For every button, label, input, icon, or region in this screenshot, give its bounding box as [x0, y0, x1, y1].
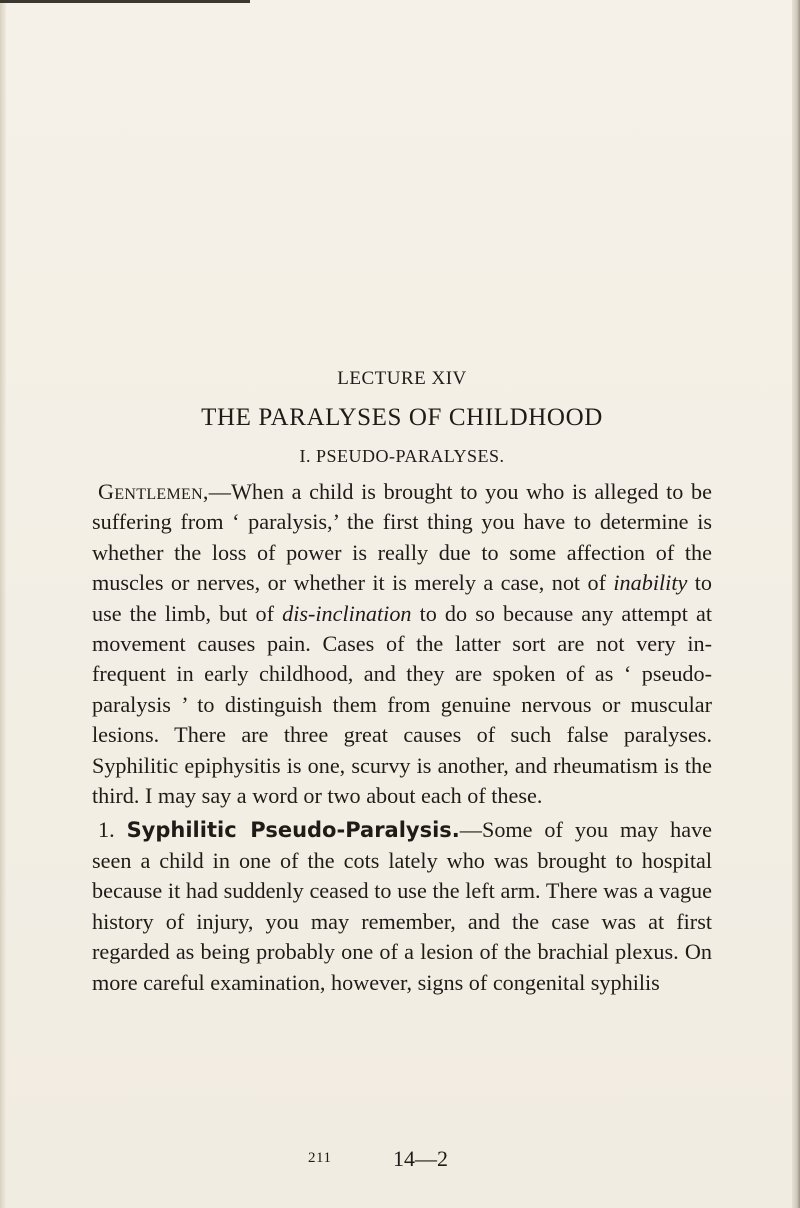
chapter-title: THE PARALYSES OF CHILDHOOD: [201, 404, 603, 431]
section-title: I. PSEUDO-PARALYSES.: [299, 446, 505, 466]
paragraph-1-text-c: to do so because any attempt at movement causes pain. Cases of the latter sort are not very in-frequent in early childhood, and they are spoken of as ‘ pseudo-paralysis ’ to distinguish them from genuine nervous or muscular lesions. There are three great causes of such false paralyses. Syphilitic epiphysitis is one, scurvy is another, and rheumatism is the third. I may say a word or two about each of these.: [92, 600, 712, 809]
emphasis-inability: inability: [613, 570, 688, 596]
run-in-heading: Syphilitic Pseudo-Paralysis.: [126, 818, 460, 843]
text-block: [92, 368, 712, 998]
signature-mark: 14—2: [393, 1146, 448, 1171]
page-right-edge: [792, 0, 800, 1208]
salutation: Gentlemen,: [98, 479, 209, 504]
section-number: 1.: [98, 817, 127, 843]
footer-row: [0, 1146, 800, 1180]
page-number: 211: [308, 1150, 332, 1166]
emphasis-disinclination: dis-inclination: [282, 600, 412, 626]
paragraph-2: [92, 815, 712, 997]
paragraph-1-text-b: to use the limb, but of: [92, 570, 712, 626]
lecture-heading: LECTURE XIV: [337, 368, 467, 389]
top-rule: [0, 0, 250, 3]
paragraph-1: [92, 477, 712, 811]
paragraph-1-text-a: —When a child is brought to you who is alleged to be suffering from ‘ paralysis,’ the first thing you have to determine is whether the loss of power is really due to some affection of the muscles or nerves, or whether it is merely a case, not of: [92, 479, 712, 596]
paragraph-2-text: —Some of you may have seen a child in one of the cots lately who was brought to hospital because it had suddenly ceased to use the left arm. There was a vague history of injury, you may remember, and the case was at first regarded as being probably one of a lesion of the brachial plexus. On more careful examination, however, signs of congenital syphilis: [92, 817, 713, 995]
page-left-edge: [0, 0, 6, 1208]
